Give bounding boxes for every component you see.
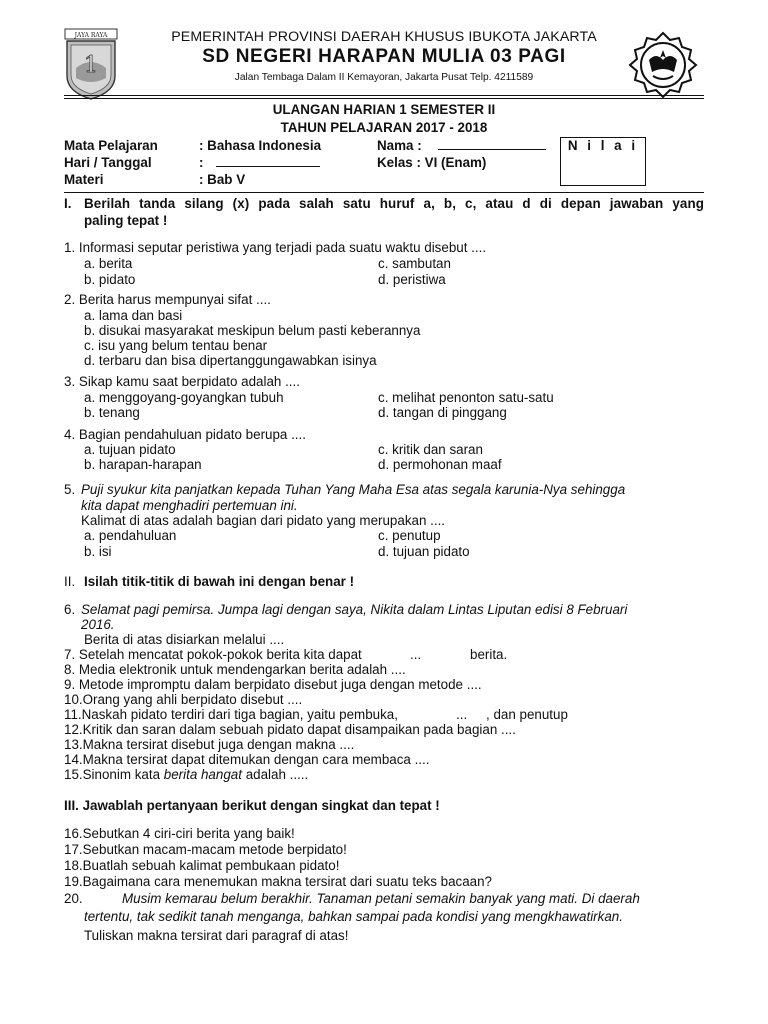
name-label: Nama : [377, 138, 422, 153]
question-6-number: 6. [64, 602, 76, 617]
question-14: 14.Makna tersirat dapat ditemukan dengan cara membaca .... [64, 752, 430, 767]
q1-option-b[interactable]: b. pidato [84, 272, 136, 287]
question-5-number: 5. [64, 482, 76, 497]
q2-option-c[interactable]: c. isu yang belum tentau benar [84, 338, 268, 353]
material-label: Materi [64, 172, 104, 187]
question-15-part2: adalah ..... [245, 767, 309, 782]
emblem-number: 1 [84, 53, 98, 78]
question-13: 13.Makna tersirat disebut juga dengan makna .... [64, 737, 355, 752]
section-3-instruction: III. Jawablah pertanyaan berikut dengan singkat dan tepat ! [64, 798, 440, 813]
school-name: SD NEGERI HARAPAN MULIA 03 PAGI [202, 46, 566, 67]
q3-option-b[interactable]: b. tenang [84, 405, 140, 420]
question-8: 8. Media elektronik untuk mendengarkan berita adalah .... [64, 662, 406, 677]
question-6-quote-line1: Selamat pagi pemirsa. Jumpa lagi dengan saya, Nikita dalam Lintas Liputan edisi 8 Februari [81, 602, 628, 617]
government-heading: PEMERINTAH PROVINSI DAERAH KHUSUS IBUKOTA JAKARTA [171, 29, 597, 45]
q5-option-c[interactable]: c. penutup [378, 528, 441, 543]
name-field[interactable] [438, 137, 546, 150]
school-address: Jalan Tembaga Dalam II Kemayoran, Jakarta Pusat Telp. 4211589 [234, 72, 534, 83]
question-5: Kalimat di atas adalah bagian dari pidato yang merupakan .... [81, 513, 446, 528]
q4-option-a[interactable]: a. tujuan pidato [84, 442, 176, 457]
q2-option-a[interactable]: a. lama dan basi [84, 308, 183, 323]
day-date-field[interactable] [216, 154, 320, 167]
question-15-part1: 15.Sinonim kata [64, 767, 161, 782]
section-1-instruction-line2: paling tepat ! [84, 213, 168, 228]
question-7-blank[interactable]: ... [410, 647, 422, 662]
q1-option-c[interactable]: c. sambutan [378, 256, 451, 271]
material-value: : Bab V [199, 172, 246, 187]
question-15-term: berita hangat [163, 767, 242, 782]
question-18: 18.Buatlah sebuah kalimat pembukaan pidato! [64, 858, 340, 873]
question-20-quote-line1: Musim kemarau belum berakhir. Tanaman petani semakin banyak yang mati. Di daerah [122, 891, 640, 906]
q1-option-d[interactable]: d. peristiwa [378, 272, 446, 287]
academic-year: TAHUN PELAJARAN 2017 - 2018 [280, 120, 488, 135]
q4-option-c[interactable]: c. kritik dan saran [378, 442, 483, 457]
emblem-motto: JAYA RAYA [74, 32, 108, 39]
q3-option-a[interactable]: a. menggoyang-goyangkan tubuh [84, 390, 284, 405]
question-15 [64, 767, 308, 782]
question-11-blank[interactable]: ... [456, 707, 468, 722]
question-11-part2: , dan penutup [486, 707, 568, 722]
section-2-instruction: Isilah titik-titik di bawah ini dengan benar ! [84, 574, 355, 589]
day-date-value: : [199, 155, 204, 170]
section-2-number: II. [64, 574, 76, 589]
q5-option-a[interactable]: a. pendahuluan [84, 528, 177, 543]
question-4: 4. Bagian pendahuluan pidato berupa .... [64, 427, 306, 442]
q4-option-d[interactable]: d. permohonan maaf [378, 457, 502, 472]
q2-option-d[interactable]: d. terbaru dan bisa dipertanggungawabkan isinya [84, 353, 377, 368]
question-1: 1. Informasi seputar peristiwa yang terjadi pada suatu waktu disebut .... [64, 240, 487, 255]
q3-option-d[interactable]: d. tangan di pinggang [378, 405, 507, 420]
question-12: 12.Kritik dan saran dalam sebuah pidato dapat disampaikan pada bagian .... [64, 722, 516, 737]
header-divider-thick [64, 95, 704, 96]
question-11-part1: 11.Naskah pidato terdiri dari tiga bagian, yaitu pembuka, [64, 707, 398, 722]
question-6: Berita di atas disiarkan melalui .... [84, 632, 285, 647]
question-7-part1: 7. Setelah mencatat pokok-pokok berita kita dapat [64, 647, 362, 662]
question-10: 10.Orang yang ahli berpidato disebut .... [64, 692, 303, 707]
question-5-quote-line1: Puji syukur kita panjatkan kepada Tuhan Yang Maha Esa atas segala karunia-Nya sehingga [81, 482, 626, 497]
question-20: Tuliskan makna tersirat dari paragraf di atas! [84, 928, 349, 943]
question-6-quote-line2: 2016. [81, 617, 115, 632]
q3-option-c[interactable]: c. melihat penonton satu-satu [378, 390, 554, 405]
question-7-part2: berita. [470, 647, 508, 662]
q1-option-a[interactable]: a. berita [84, 256, 133, 271]
question-5-quote-line2: kita dapat menghadiri pertemuan ini. [81, 498, 298, 513]
question-17: 17.Sebutkan macam-macam metode berpidato! [64, 842, 347, 857]
q5-option-b[interactable]: b. isi [84, 544, 112, 559]
info-divider [64, 192, 704, 193]
q5-option-d[interactable]: d. tujuan pidato [378, 544, 470, 559]
question-3: 3. Sikap kamu saat berpidato adalah .... [64, 374, 300, 389]
score-label: N i l a i [567, 138, 639, 153]
subject-value: : Bahasa Indonesia [199, 138, 322, 153]
question-9: 9. Metode impromptu dalam berpidato disebut juga dengan metode .... [64, 677, 482, 692]
q2-option-b[interactable]: b. disukai masyarakat meskipun belum pasti keberannya [84, 323, 421, 338]
header-divider-thin [64, 98, 704, 99]
question-2: 2. Berita harus mempunyai sifat .... [64, 292, 271, 307]
question-19: 19.Bagaimana cara menemukan makna tersirat dari suatu teks bacaan? [64, 874, 492, 889]
question-16: 16.Sebutkan 4 ciri-ciri berita yang baik! [64, 826, 295, 841]
section-1-number: I. [64, 196, 72, 211]
exam-title: ULANGAN HARIAN 1 SEMESTER II [272, 102, 496, 117]
question-20-quote-line2: tertentu, tak sedikit tanah menganga, bahkan sampai pada kondisi yang mengkhawatirkan. [84, 909, 623, 924]
day-date-label: Hari / Tanggal [64, 155, 152, 170]
subject-label: Mata Pelajaran [64, 138, 158, 153]
question-20-number: 20. [64, 891, 83, 906]
class-label: Kelas : VI (Enam) [377, 155, 487, 170]
q4-option-b[interactable]: b. harapan-harapan [84, 457, 202, 472]
section-1-instruction-line1: Berilah tanda silang (x) pada salah satu huruf a, b, c, atau d di depan jawaban yang [84, 196, 704, 211]
